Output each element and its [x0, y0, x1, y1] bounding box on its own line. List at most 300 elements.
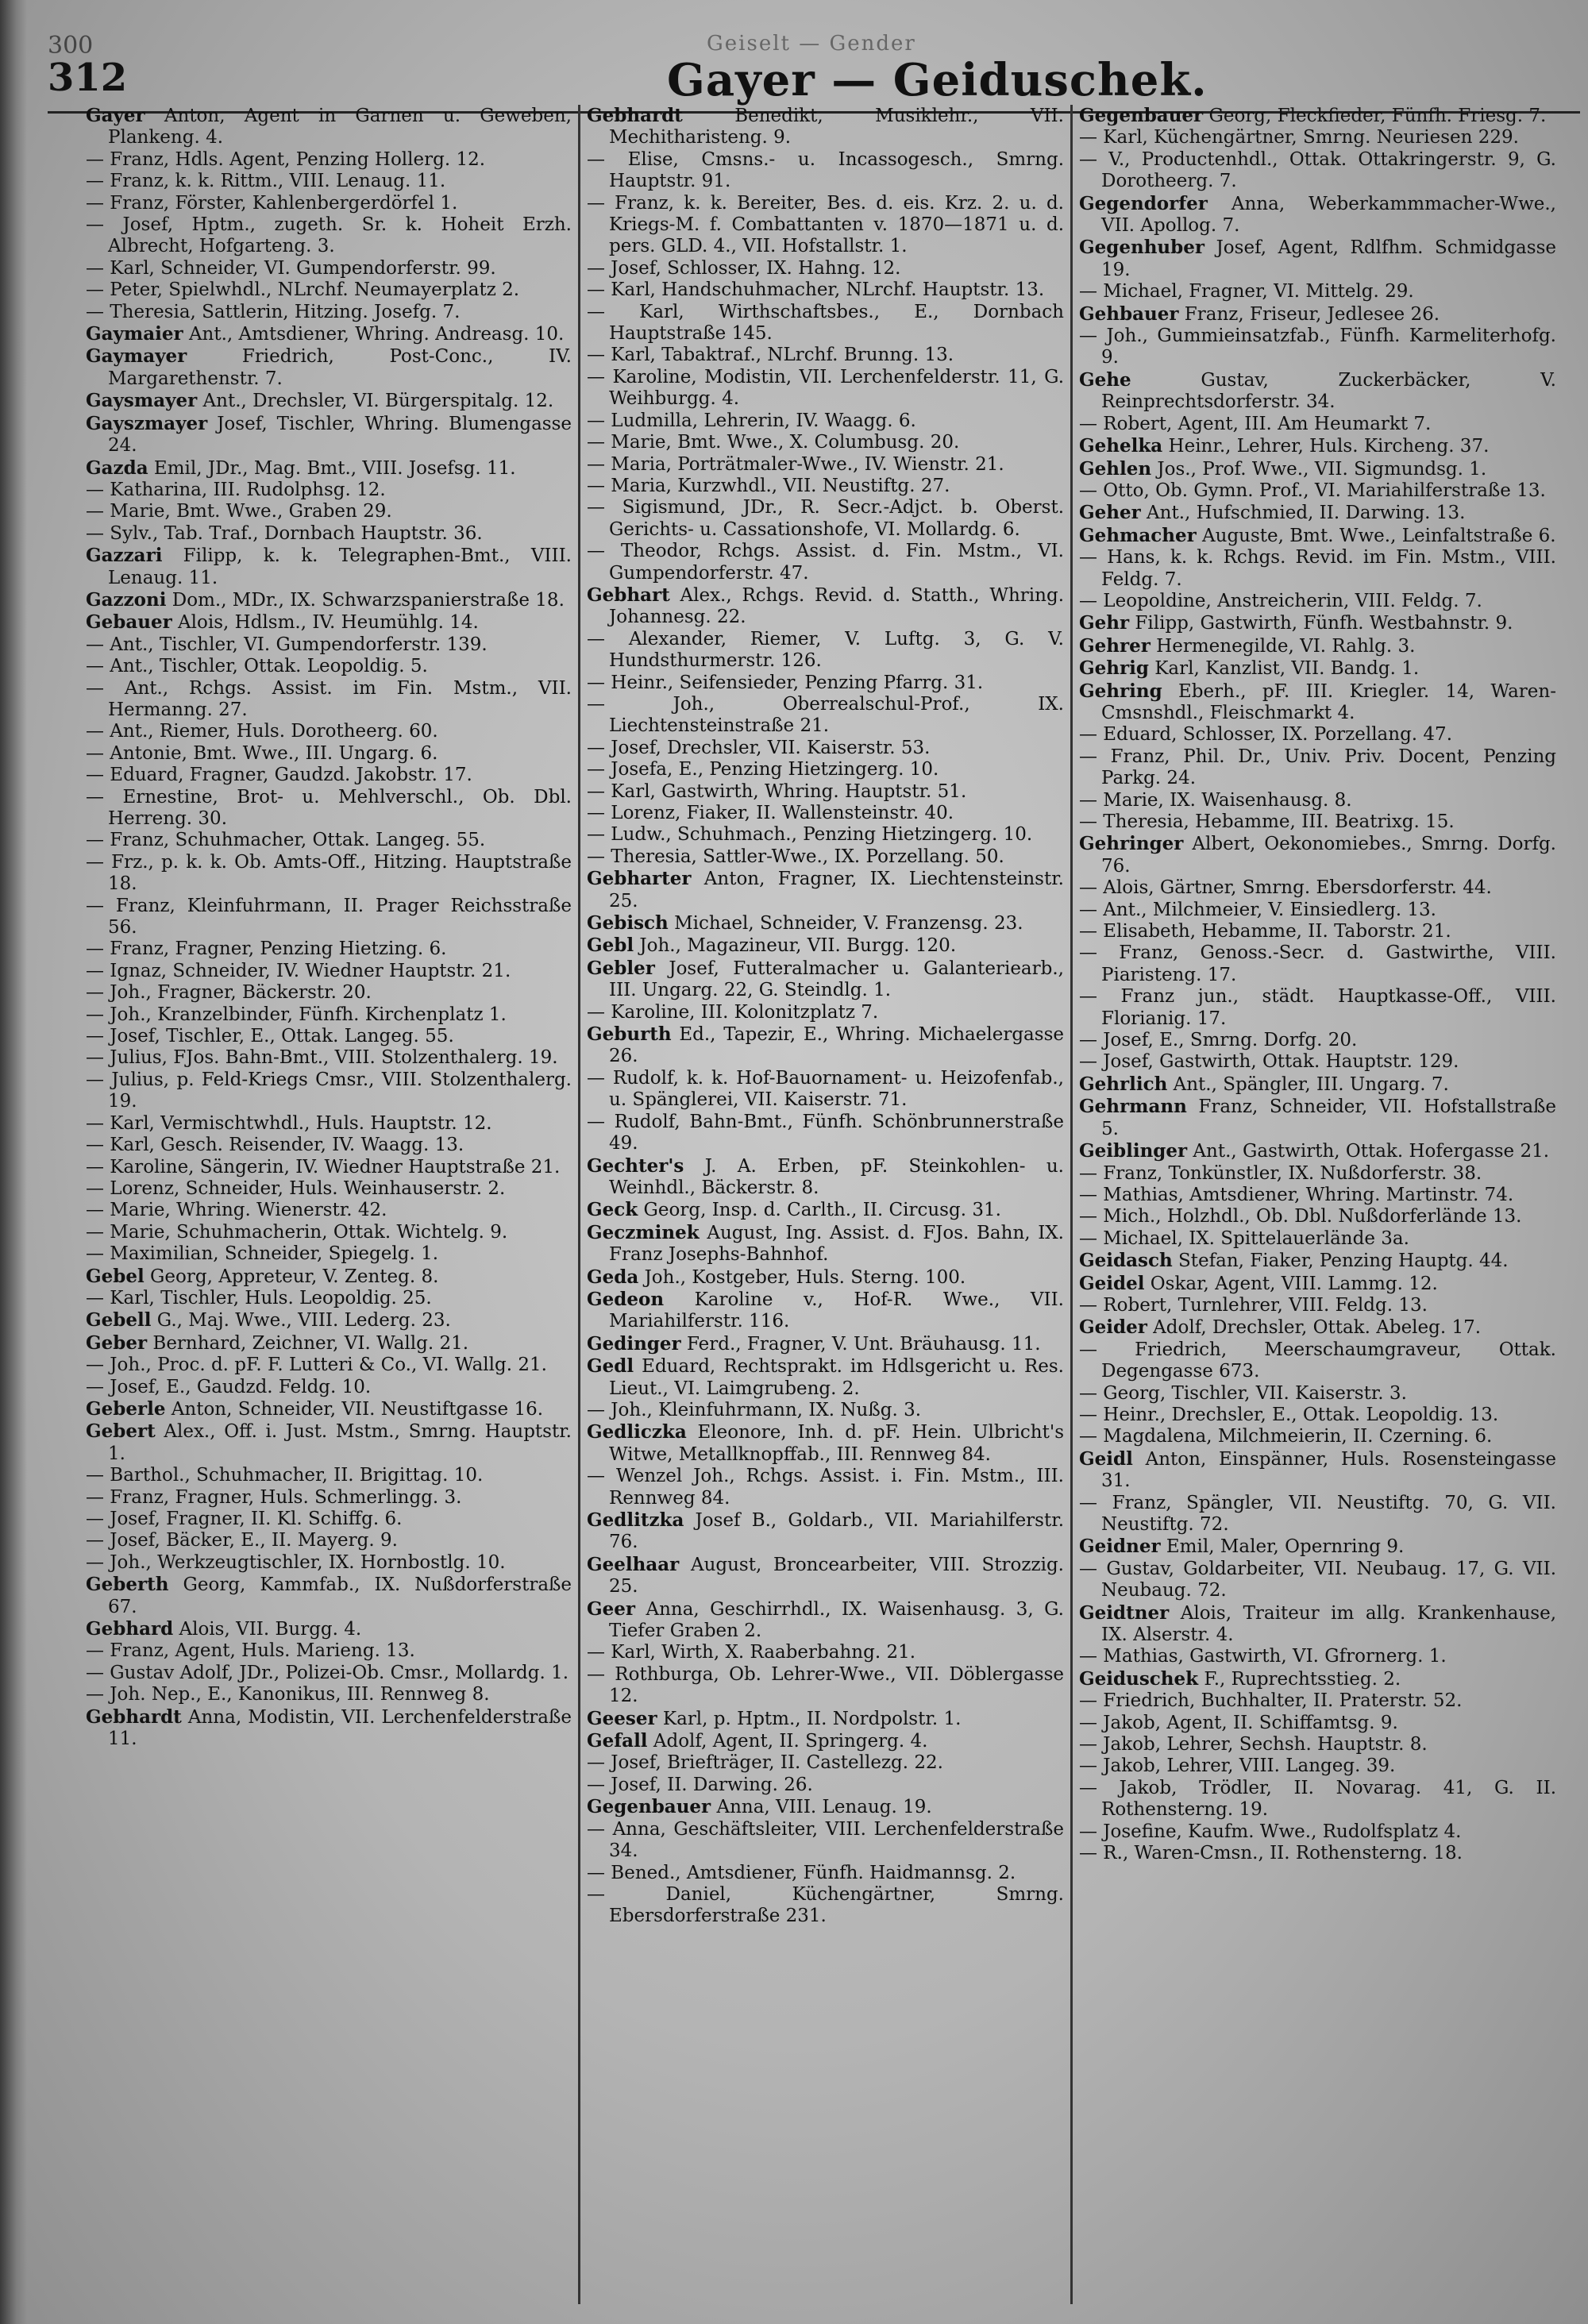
entry-details: Georg, Kammfab., IX. Nußdorferstraße 67.	[108, 1574, 572, 1617]
directory-entry	[587, 1819, 1064, 1863]
entry-details: Ant., Spängler, III. Ungarg. 7.	[1167, 1073, 1449, 1095]
entry-details: — Franz, Förster, Kahlenbergerdörfel 1.	[86, 192, 458, 214]
entry-details: Oskar, Agent, VIII. Lammg. 12.	[1144, 1273, 1438, 1294]
entry-details: — Josef, E., Smrng. Dorfg. 20.	[1079, 1030, 1358, 1051]
directory-entry	[587, 1068, 1064, 1112]
entry-details: Anton, Einspänner, Huls. Rosensteingasse 31.	[1101, 1448, 1556, 1492]
directory-entry	[587, 1421, 1064, 1466]
entry-details: Anton, Fragner, IX. Liechtensteinstr. 25.	[609, 869, 1064, 911]
entry-details: Anna, Weberkammmacher-Wwe., VII. Apollog. 7.	[1101, 193, 1556, 237]
directory-entry	[1079, 1646, 1556, 1667]
entry-details: — Anna, Geschäftsleiter, VIII. Lerchenfelderstraße 34.	[587, 1818, 1064, 1862]
entry-surname: Gegenbauer	[587, 1796, 711, 1818]
directory-entry	[1079, 1096, 1556, 1140]
entry-details: August, Ing. Assist. d. FJos. Bahn, IX. Franz Josephs-Bahnhof.	[609, 1222, 1064, 1266]
entry-details: — Karl, Gastwirth, Whring. Hauptstr. 51.	[587, 780, 967, 802]
entry-details: Joh., Kostgeber, Huls. Sterng. 100.	[638, 1266, 966, 1288]
entry-surname: Gazzari	[86, 545, 163, 567]
entry-details: — Franz, Genoss.-Secr. d. Gastwirthe, VIII. Piaristeng. 17.	[1079, 942, 1556, 985]
entry-details: Josef, Agent, Rdlfhm. Schmidgasse 19.	[1101, 237, 1556, 280]
directory-entry	[86, 852, 572, 896]
entry-details: — Franz, Fragner, Huls. Schmerlingg. 3.	[86, 1486, 462, 1508]
entry-details: Emil, JDr., Mag. Bmt., VIII. Josefsg. 11.	[148, 457, 516, 479]
entry-details: — Frz., p. k. k. Ob. Amts-Off., Hitzing. Hauptstraße 18.	[86, 851, 572, 895]
directory-entry	[86, 1309, 572, 1332]
entry-details: — Rudolf, Bahn-Bmt., Fünfh. Schönbrunnerstraße 49.	[587, 1111, 1064, 1154]
entry-details: Adolf, Drechsler, Ottak. Abeleg. 17.	[1147, 1317, 1482, 1339]
directory-entry	[1079, 1602, 1556, 1647]
entry-details: — Franz, Hdls. Agent, Penzing Hollerg. 12.	[86, 148, 486, 170]
directory-entry	[86, 787, 572, 831]
directory-entry	[587, 193, 1064, 258]
entry-details: — Josef, Briefträger, II. Castellezg. 22.	[587, 1752, 943, 1774]
entry-details: — Friedrich, Meerschaumgraveur, Ottak. Degengasse 673.	[1079, 1339, 1556, 1382]
entry-details: — Antonie, Bmt. Wwe., III. Ungarg. 6.	[86, 742, 438, 764]
entry-details: Anton, Agent in Garnen u. Geweben, Plankeng. 4.	[108, 106, 572, 148]
directory-entry	[86, 1200, 572, 1221]
directory-entry	[86, 1663, 572, 1684]
directory-entry	[86, 413, 572, 457]
entry-surname: Gegenhuber	[1079, 237, 1204, 259]
entry-surname: Gedl	[587, 1355, 634, 1378]
directory-entry	[86, 1266, 572, 1288]
directory-entry	[587, 1289, 1064, 1333]
entry-details: Eberh., pF. III. Kriegler. 14, Waren-Cmsnshdl., Fleischmarkt 4.	[1101, 680, 1556, 723]
directory-entry	[587, 935, 1064, 957]
entry-details: — Karl, Tabaktraf., NLrchf. Brunng. 13.	[587, 345, 954, 366]
directory-entry	[86, 214, 572, 258]
directory-entry	[587, 1796, 1064, 1818]
entry-details: Emil, Maler, Opernring 9.	[1160, 1536, 1405, 1558]
directory-entry	[1079, 680, 1556, 725]
directory-entry	[1079, 480, 1556, 502]
entry-surname: Gebhard	[86, 1618, 174, 1640]
entry-details: Filipp, k. k. Telegraphen-Bmt., VIII. Lenaug. 11.	[108, 545, 572, 588]
entry-details: — Karl, Vermischtwhdl., Huls. Hauptstr. 12.	[86, 1112, 492, 1134]
directory-entry	[587, 1775, 1064, 1796]
entry-details: — Theresia, Sattlerin, Hitzing. Josefg. 7.	[86, 301, 461, 322]
entry-details: Georg, Insp. d. Carlth., II. Circusg. 31.	[638, 1200, 1001, 1221]
entry-details: Ed., Tapezir, E., Whring. Michaelergasse 26.	[609, 1024, 1064, 1067]
directory-entry	[1079, 1140, 1556, 1162]
directory-entry	[1079, 1734, 1556, 1756]
entry-surname: Gaymayer	[86, 345, 187, 368]
entry-details: — Elisabeth, Hebamme, II. Taborstr. 21.	[1079, 921, 1451, 942]
entry-details: Bernhard, Zeichner, VI. Wallg. 21.	[147, 1332, 469, 1354]
directory-entry	[1079, 635, 1556, 657]
entry-surname: Gehrlich	[1079, 1073, 1168, 1095]
entry-surname: Gegenbauer	[1079, 105, 1204, 126]
entry-details: Ferd., Fragner, V. Unt. Bräuhausg. 11.	[680, 1333, 1041, 1355]
page-number: 312	[48, 56, 128, 100]
directory-entry	[1079, 1778, 1556, 1821]
entry-details: — Josef, Gastwirth, Ottak. Hauptstr. 129.	[1079, 1051, 1459, 1073]
entry-surname: Geider	[1079, 1316, 1147, 1339]
entry-details: — Eduard, Fragner, Gaudzd. Jakobstr. 17.	[86, 765, 472, 786]
entry-details: Auguste, Bmt. Wwe., Leinfaltstraße 6.	[1196, 525, 1556, 546]
directory-entry	[1079, 1073, 1556, 1096]
directory-entry	[1079, 1493, 1556, 1536]
directory-entry	[1079, 502, 1556, 524]
directory-entry	[1079, 746, 1556, 790]
directory-entry	[587, 846, 1064, 868]
directory-entry	[86, 1618, 572, 1640]
directory-entry	[1079, 1295, 1556, 1316]
entry-details: — Josef, Schlosser, IX. Hahng. 12.	[587, 257, 901, 279]
directory-entry	[1079, 1030, 1556, 1051]
entry-surname: Gayer	[86, 105, 145, 126]
directory-entry	[86, 1222, 572, 1243]
directory-entry	[587, 1863, 1064, 1884]
entry-details: — Mich., Holzhdl., Ob. Dbl. Nußdorferlände 13.	[1079, 1206, 1522, 1228]
directory-entry	[587, 258, 1064, 279]
entry-details: — Barthol., Schuhmacher, II. Brigittag. 10.	[86, 1465, 484, 1486]
entry-details: — Lorenz, Fiaker, II. Wallensteinstr. 40.	[587, 803, 954, 823]
entry-details: — Franz, Fragner, Penzing Hietzing. 6.	[86, 938, 447, 960]
directory-entry	[587, 476, 1064, 497]
entry-details: — Mathias, Gastwirth, VI. Gfrornerg. 1.	[1079, 1646, 1447, 1667]
entry-details: — Elise, Cmsns.- u. Incassogesch., Smrng. Hauptstr. 91.	[587, 148, 1064, 192]
directory-entry	[86, 611, 572, 634]
directory-entry	[1079, 1713, 1556, 1734]
entry-details: — Joh., Oberrealschul-Prof., IX. Liechtensteinstraße 21.	[587, 693, 1064, 737]
entry-details: Alois, Traiteur im allg. Krankenhause, IX. Alserstr. 4.	[1101, 1602, 1556, 1646]
directory-entry	[587, 410, 1064, 432]
directory-entry	[587, 345, 1064, 366]
entry-details: Dom., MDr., IX. Schwarzspanierstraße 18.	[166, 589, 565, 611]
directory-entry	[86, 149, 572, 171]
directory-entry	[587, 629, 1064, 673]
entry-details: — Josef, E., Gaudzd. Feldg. 10.	[86, 1376, 372, 1397]
directory-entry	[587, 541, 1064, 584]
entry-details: — Karoline, Sängerin, IV. Wiedner Hauptstraße 21.	[86, 1156, 561, 1177]
entry-details: — Marie, Bmt. Wwe., X. Columbusg. 20.	[587, 432, 960, 453]
directory-entry	[1079, 1690, 1556, 1712]
entry-details: — Rothburga, Ob. Lehrer-Wwe., VII. Döblergasse 12.	[587, 1663, 1064, 1707]
directory-entry	[1079, 591, 1556, 612]
directory-entry	[86, 1487, 572, 1509]
directory-entry	[86, 1070, 572, 1113]
entry-surname: Geidl	[1079, 1447, 1133, 1470]
entry-details: — Joh., Proc. d. pF. F. Lutteri & Co., VI. Wallg. 21.	[86, 1355, 547, 1376]
directory-entry	[587, 1598, 1064, 1643]
directory-entry	[86, 1574, 572, 1618]
entry-surname: Gebell	[86, 1309, 152, 1332]
entry-details: — Heinr., Drechsler, E., Ottak. Leopoldig. 13.	[1079, 1404, 1499, 1425]
entry-details: Filipp, Gastwirth, Fünfh. Westbahnstr. 9.	[1129, 613, 1513, 634]
entry-details: — Josef, Fragner, II. Kl. Schiffg. 6.	[86, 1509, 403, 1529]
entry-details: — Karl, Handschuhmacher, NLrchf. Hauptstr. 13.	[587, 279, 1045, 301]
entry-details: — Ludmilla, Lehrerin, IV. Waagg. 6.	[587, 410, 916, 431]
entry-details: — Josef, Tischler, E., Ottak. Langeg. 55.	[86, 1026, 454, 1047]
entry-details: Benedikt, Musiklehr., VII. Mechitharisteng. 9.	[609, 106, 1064, 148]
directory-entry	[86, 105, 572, 149]
entry-details: — Franz, Tonkünstler, IX. Nußdorferstr. 38.	[1079, 1162, 1482, 1184]
previous-page-number: 300	[48, 32, 94, 60]
entry-details: — Karoline, Modistin, VII. Lerchenfelderstr. 11, G. Weihburgg. 4.	[587, 366, 1064, 410]
directory-entry	[1079, 1206, 1556, 1228]
entry-details: — Gustav, Goldarbeiter, VII. Neubaug. 17, G. VII. Neubaug. 72.	[1079, 1558, 1556, 1601]
entry-details: — Ant., Rchgs. Assist. im Fin. Mstm., VII. Hermanng. 27.	[86, 677, 572, 720]
entry-surname: Gebl	[587, 935, 634, 957]
entry-details: — Joh., Kranzelbinder, Fünfh. Kirchenplatz 1.	[86, 1004, 507, 1025]
entry-surname: Gebauer	[86, 611, 172, 634]
entry-details: — Ant., Riemer, Huls. Dorotheerg. 60.	[86, 721, 438, 742]
entry-details: G., Maj. Wwe., VIII. Lederg. 23.	[151, 1310, 451, 1332]
directory-column-2	[578, 105, 1070, 2304]
entry-details: Ant., Hufschmied, II. Darwing. 13.	[1140, 503, 1466, 524]
entry-surname: Geiblinger	[1079, 1140, 1188, 1162]
entry-surname: Geda	[587, 1266, 639, 1288]
directory-entry	[587, 738, 1064, 759]
directory-entry	[587, 1023, 1064, 1068]
directory-entry	[587, 1642, 1064, 1663]
entry-details: Stefan, Fiaker, Penzing Hauptg. 44.	[1172, 1251, 1509, 1272]
entry-details: — Jakob, Lehrer, Sechsh. Hauptstr. 8.	[1079, 1734, 1428, 1756]
directory-entry	[1079, 724, 1556, 746]
directory-entry	[587, 1752, 1064, 1774]
directory-entry	[587, 759, 1064, 780]
directory-entry	[86, 830, 572, 851]
entry-surname: Gehrer	[1079, 634, 1151, 657]
entry-details: — Robert, Turnlehrer, VIII. Feldg. 13.	[1079, 1294, 1428, 1316]
directory-entry	[587, 1222, 1064, 1266]
entry-details: J. A. Erben, pF. Steinkohlen- u. Weinhdl., Bäckerstr. 8.	[609, 1155, 1064, 1198]
entry-details: — Marie, IX. Waisenhausg. 8.	[1079, 789, 1352, 811]
directory-entry	[86, 480, 572, 501]
entry-surname: Geidasch	[1079, 1250, 1173, 1272]
entry-details: — Alois, Gärtner, Smrng. Ebersdorferstr. 44.	[1079, 877, 1492, 899]
entry-details: — Theresia, Hebamme, III. Beatrixg. 15.	[1079, 811, 1455, 832]
directory-entry	[587, 1155, 1064, 1200]
entry-details: — Josef, Hptm., zugeth. Sr. k. Hoheit Erzh. Albrecht, Hofgarteng. 3.	[86, 214, 572, 257]
directory-entry	[587, 694, 1064, 738]
directory-entry	[86, 523, 572, 545]
entry-details: — Ernestine, Brot- u. Mehlverschl., Ob. Dbl. Herreng. 30.	[86, 786, 572, 829]
directory-entry	[1079, 547, 1556, 591]
entry-details: — Joh., Werkzeugtischler, IX. Hornbostlg. 10.	[86, 1551, 506, 1573]
directory-entry	[1079, 1821, 1556, 1843]
directory-entry	[1079, 986, 1556, 1030]
entry-details: — Jakob, Agent, II. Schiffamtsg. 9.	[1079, 1712, 1398, 1733]
directory-entry	[86, 896, 572, 939]
directory-entry	[587, 302, 1064, 345]
directory-entry	[1079, 281, 1556, 303]
directory-entry	[1079, 1448, 1556, 1493]
directory-entry	[86, 279, 572, 301]
entry-details: Joh., Magazineur, VII. Burgg. 120.	[634, 935, 957, 957]
entry-details: — R., Waren-Cmsn., II. Rothensterng. 18.	[1079, 1843, 1463, 1864]
entry-surname: Gehmacher	[1079, 524, 1197, 546]
entry-details: — Robert, Agent, III. Am Heumarkt 7.	[1079, 413, 1432, 434]
entry-surname: Geczminek	[587, 1221, 700, 1243]
entry-surname: Gebhardt	[587, 105, 683, 126]
directory-entry	[587, 1333, 1064, 1355]
entry-details: — Franz, Kleinfuhrmann, II. Prager Reichsstraße 56.	[86, 895, 572, 938]
entry-details: — Theresia, Sattler-Wwe., IX. Porzellang. 50.	[587, 846, 1004, 867]
directory-entry	[1079, 1426, 1556, 1447]
entry-details: Ant., Amtsdiener, Whring. Andreasg. 10.	[183, 324, 565, 345]
entry-details: — Hans, k. k. Rchgs. Revid. im Fin. Mstm., VIII. Feldg. 7.	[1079, 547, 1556, 590]
entry-surname: Gebert	[86, 1420, 156, 1443]
entry-details: — Gustav Adolf, JDr., Polizei-Ob. Cmsr., Mollardg. 1.	[86, 1662, 569, 1683]
entry-details: — Marie, Whring. Wienerstr. 42.	[86, 1200, 387, 1221]
entry-surname: Gehrmann	[1079, 1096, 1187, 1118]
entry-details: — Alexander, Riemer, V. Luftg. 3, G. V. Hundsthurmerstr. 126.	[587, 628, 1064, 672]
entry-details: Heinr., Lehrer, Huls. Kircheng. 37.	[1162, 436, 1490, 457]
entry-details: — Franz, Schuhmacher, Ottak. Langeg. 55.	[86, 830, 486, 851]
directory-entry	[86, 258, 572, 279]
entry-details: Michael, Schneider, V. Franzensg. 23.	[668, 913, 1023, 935]
directory-entry	[1079, 1163, 1556, 1185]
directory-entry	[86, 1684, 572, 1705]
entry-details: — Karoline, III. Kolonitzplatz 7.	[587, 1001, 879, 1023]
entry-surname: Geberle	[86, 1397, 166, 1420]
entry-details: — Julius, p. Feld-Kriegs Cmsr., VIII. Stolzenthalerg. 19.	[86, 1069, 572, 1112]
directory-entry	[86, 545, 572, 589]
entry-details: Eduard, Rechtsprakt. im Hdlsgericht u. Res. Lieut., VI. Laimgrubeng. 2.	[609, 1356, 1064, 1399]
directory-entry	[587, 1112, 1064, 1155]
entry-details: Josef B., Goldarb., VII. Mariahilferstr. 76.	[609, 1510, 1064, 1553]
directory-entry	[1079, 1339, 1556, 1383]
entry-surname: Gebharter	[587, 868, 692, 890]
entry-surname: Gefall	[587, 1730, 648, 1752]
directory-entry	[1079, 900, 1556, 921]
directory-entry	[1079, 369, 1556, 414]
entry-surname: Geelhaar	[587, 1553, 680, 1575]
directory-entry	[1079, 833, 1556, 877]
directory-entry	[86, 1552, 572, 1574]
entry-surname: Geer	[587, 1598, 636, 1620]
entry-surname: Gegendorfer	[1079, 192, 1208, 214]
directory-entry	[86, 961, 572, 982]
entry-surname: Geck	[587, 1199, 638, 1221]
entry-details: — Karl, Küchengärtner, Smrng. Neuriesen 229.	[1079, 127, 1519, 148]
entry-details: Georg, Fleckfieder, Fünfh. Friesg. 7.	[1203, 106, 1547, 126]
directory-entry	[1079, 525, 1556, 547]
directory-entry	[587, 454, 1064, 476]
entry-surname: Gehelka	[1079, 435, 1163, 457]
entry-details: — Joh. Nep., E., Kanonikus, III. Rennweg 8.	[86, 1684, 490, 1705]
directory-entry	[86, 1288, 572, 1309]
directory-entry	[587, 149, 1064, 193]
directory-entry	[1079, 458, 1556, 480]
directory-entry	[1079, 303, 1556, 326]
entry-details: Adolf, Agent, II. Springerg. 4.	[647, 1731, 928, 1752]
directory-entry	[86, 938, 572, 960]
directory-entry	[86, 1355, 572, 1376]
directory-entry	[1079, 127, 1556, 148]
entry-surname: Geher	[1079, 502, 1141, 524]
directory-entry	[587, 1466, 1064, 1509]
directory-entry	[86, 1026, 572, 1047]
directory-entry	[587, 912, 1064, 935]
directory-entry	[587, 1355, 1064, 1400]
entry-details: — Marie, Bmt. Wwe., Graben 29.	[86, 501, 392, 522]
directory-entry	[587, 673, 1064, 694]
directory-entry	[1079, 1843, 1556, 1864]
entry-details: Eleonore, Inh. d. pF. Hein. Ulbricht's Witwe, Metallknopffab., III. Rennweg 84.	[609, 1422, 1064, 1465]
entry-surname: Gaysmayer	[86, 390, 198, 412]
entry-details: Karl, Kanzlist, VII. Bandg. 1.	[1148, 658, 1420, 680]
directory-entry	[587, 781, 1064, 803]
entry-details: F., Ruprechtsstieg. 2.	[1198, 1668, 1401, 1690]
directory-entry	[587, 497, 1064, 541]
entry-details: — Heinr., Seifensieder, Penzing Pfarrg. 31.	[587, 672, 984, 693]
entry-surname: Gaymaier	[86, 323, 183, 345]
page-header	[48, 32, 1572, 106]
directory-entry	[587, 105, 1064, 149]
entry-details: — Franz, Spängler, VII. Neustiftg. 70, G. VII. Neustiftg. 72.	[1079, 1492, 1556, 1535]
directory-entry	[1079, 1250, 1556, 1272]
directory-entry	[86, 1465, 572, 1486]
directory-entry	[86, 1530, 572, 1551]
running-title: Gayer — Geiduschek.	[667, 54, 1208, 106]
entry-surname: Gazzoni	[86, 588, 167, 611]
directory-entry	[1079, 1273, 1556, 1295]
entry-details: — Bened., Amtsdiener, Fünfh. Haidmannsg. 2.	[587, 1862, 1016, 1883]
directory-entry	[86, 1706, 572, 1751]
directory-entry	[86, 302, 572, 323]
page-edge-shadow	[0, 0, 27, 2324]
entry-details: — Franz, Agent, Huls. Marieng. 13.	[86, 1640, 415, 1662]
entry-details: — Maria, Kurzwhdl., VII. Neustiftg. 27.	[587, 475, 950, 496]
entry-surname: Geeser	[587, 1707, 657, 1729]
entry-surname: Gebisch	[587, 912, 669, 935]
entry-details: — Franz jun., städt. Hauptkasse-Off., VIII. Florianig. 17.	[1079, 986, 1556, 1029]
directory-entry	[1079, 193, 1556, 237]
entry-details: — Ludw., Schuhmach., Penzing Hietzingerg. 10.	[587, 824, 1033, 846]
entry-details: — Sylv., Tab. Traf., Dornbach Hauptstr. 36.	[86, 522, 483, 544]
entry-details: — Julius, FJos. Bahn-Bmt., VIII. Stolzenthalerg. 19.	[86, 1047, 558, 1069]
entry-details: August, Broncearbeiter, VIII. Strozzig. 25.	[609, 1554, 1064, 1598]
directory-entry	[86, 390, 572, 412]
entry-surname: Gedliczka	[587, 1421, 687, 1443]
directory-entry	[1079, 1316, 1556, 1339]
directory-entry	[587, 584, 1064, 629]
directory-entry	[86, 1135, 572, 1156]
directory-entry	[587, 1002, 1064, 1023]
entry-details: Josef, Tischler, Whring. Blumengasse 24.	[108, 413, 572, 457]
entry-surname: Geiduschek	[1079, 1667, 1199, 1690]
directory-entry	[86, 982, 572, 1004]
directory-entry	[587, 279, 1064, 301]
entry-surname: Gehr	[1079, 612, 1130, 634]
entry-details: — Ignaz, Schneider, IV. Wiedner Hauptstr. 21.	[86, 960, 511, 981]
directory-entry	[86, 345, 572, 390]
directory-entry	[1079, 1756, 1556, 1777]
entry-surname: Gedeon	[587, 1288, 665, 1310]
entry-details: Anna, Geschirrhdl., IX. Waisenhausg. 3, G. Tiefer Graben 2.	[609, 1598, 1064, 1642]
entry-details: Friedrich, Post-Conc., IV. Margarethenstr. 7.	[108, 346, 572, 389]
entry-details: Anton, Schneider, VII. Neustiftgasse 16.	[165, 1398, 544, 1420]
entry-details: — Karl, Wirth, X. Raaberbahng. 21.	[587, 1642, 916, 1663]
entry-surname: Geidtner	[1079, 1601, 1170, 1624]
entry-details: — Rudolf, k. k. Hof-Bauornament- u. Heizofenfab., u. Spänglerei, VII. Kaiserstr. 71.	[587, 1067, 1064, 1111]
directory-entry	[86, 589, 572, 611]
directory-entry	[1079, 1536, 1556, 1558]
directory-entry	[587, 1730, 1064, 1752]
directory-entry	[86, 1509, 572, 1530]
entry-surname: Gebler	[587, 957, 655, 979]
entry-details: — Marie, Schuhmacherin, Ottak. Wichtelg. 9.	[86, 1221, 508, 1243]
directory-entry	[587, 868, 1064, 912]
directory-entry	[1079, 877, 1556, 899]
entry-details: Franz, Friseur, Jedlesee 26.	[1178, 303, 1440, 325]
entry-details: — Michael, IX. Spittelauerlände 3a.	[1079, 1228, 1409, 1249]
directory-entry	[86, 501, 572, 522]
entry-details: — Jakob, Trödler, II. Novarag. 41, G. II. Rothensterng. 19.	[1079, 1777, 1556, 1821]
